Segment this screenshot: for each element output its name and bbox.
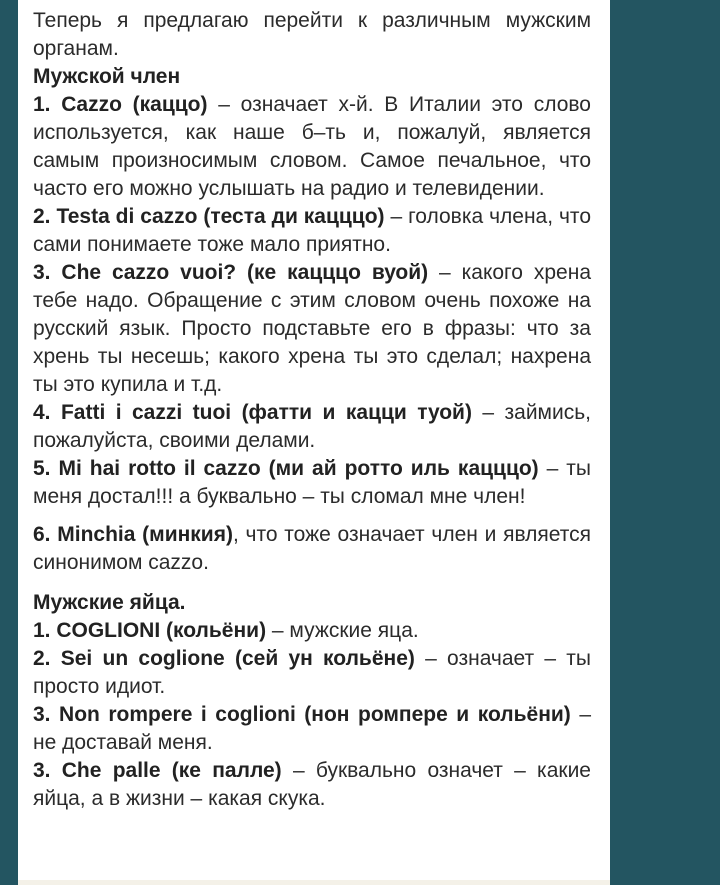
item-text: – ты меня достал!!! а буквально – ты сломал мне член! [33, 457, 592, 508]
list-item [33, 259, 591, 399]
item-term: 6. Minchia (минкия) [33, 523, 233, 546]
item-text: – означает х-й. В Италии это слово используется, как наше б–ть и, пожалуй, является самым произносимым словом. Самое печальное, что часто его можно услышать на радио и телевидении. [33, 93, 591, 200]
item-text: – займись, пожалуйста, своими делами. [33, 401, 591, 452]
section-heading-male-member: Мужской член [33, 65, 181, 88]
item-term: 3. Non rompere i coglioni (нон ромпере и кольёни) [33, 703, 571, 726]
item-term: 3. Che palle (ке палле) [33, 759, 282, 782]
list-item [33, 617, 591, 645]
item-text: – мужские яца. [266, 619, 419, 642]
item-text: – не доставай меня. [33, 703, 591, 754]
item-text: – какого хрена тебе надо. Обращение с этим словом очень похоже на русский язык. Просто подставьте его в фразы: что за хрень ты несешь; какого хрена ты это сделал; нахрена ты это купила и т.д. [33, 261, 591, 396]
item-text: – головка члена, что сами понимаете тоже мало приятно. [33, 205, 591, 256]
paragraph-gap [33, 511, 591, 521]
list-item [33, 455, 591, 511]
intro-paragraph: Теперь я предлагаю перейти к различным мужским органам. [33, 9, 591, 60]
item-term: 2. Sei un coglione (сей ун кольёне) [33, 647, 415, 670]
list-item [33, 91, 591, 203]
article-card [18, 0, 610, 885]
paragraph-gap [33, 577, 591, 589]
list-item [33, 203, 591, 259]
image-edge-strip [18, 880, 610, 885]
item-term: 2. Testa di cazzo (теста ди кацццо) [33, 205, 385, 228]
item-term: 1. COGLIONI (кольёни) [33, 619, 267, 642]
section-heading-male-testicles: Мужские яйца. [33, 591, 186, 614]
item-term: 5. Mi hai rotto il cazzo (ми ай ротто иль кацццо) [33, 457, 539, 480]
item-text: – означает – ты просто идиот. [33, 647, 592, 698]
item-term: 1. Cazzo (каццо) [33, 93, 208, 116]
item-text: , что тоже означает член и является синонимом cazzo. [33, 523, 591, 574]
list-item [33, 645, 591, 701]
list-item [33, 701, 591, 757]
item-term: 4. Fatti i cazzi tuoi (фатти и кацци туой) [33, 401, 472, 424]
item-text: – буквально означет – какие яйца, а в жизни – какая скука. [33, 759, 591, 810]
article-body [33, 7, 591, 813]
list-item [33, 757, 591, 813]
list-item [33, 399, 591, 455]
item-term: 3. Che cazzo vuoi? (ке кацццо вуой) [33, 261, 429, 284]
list-item [33, 521, 591, 577]
